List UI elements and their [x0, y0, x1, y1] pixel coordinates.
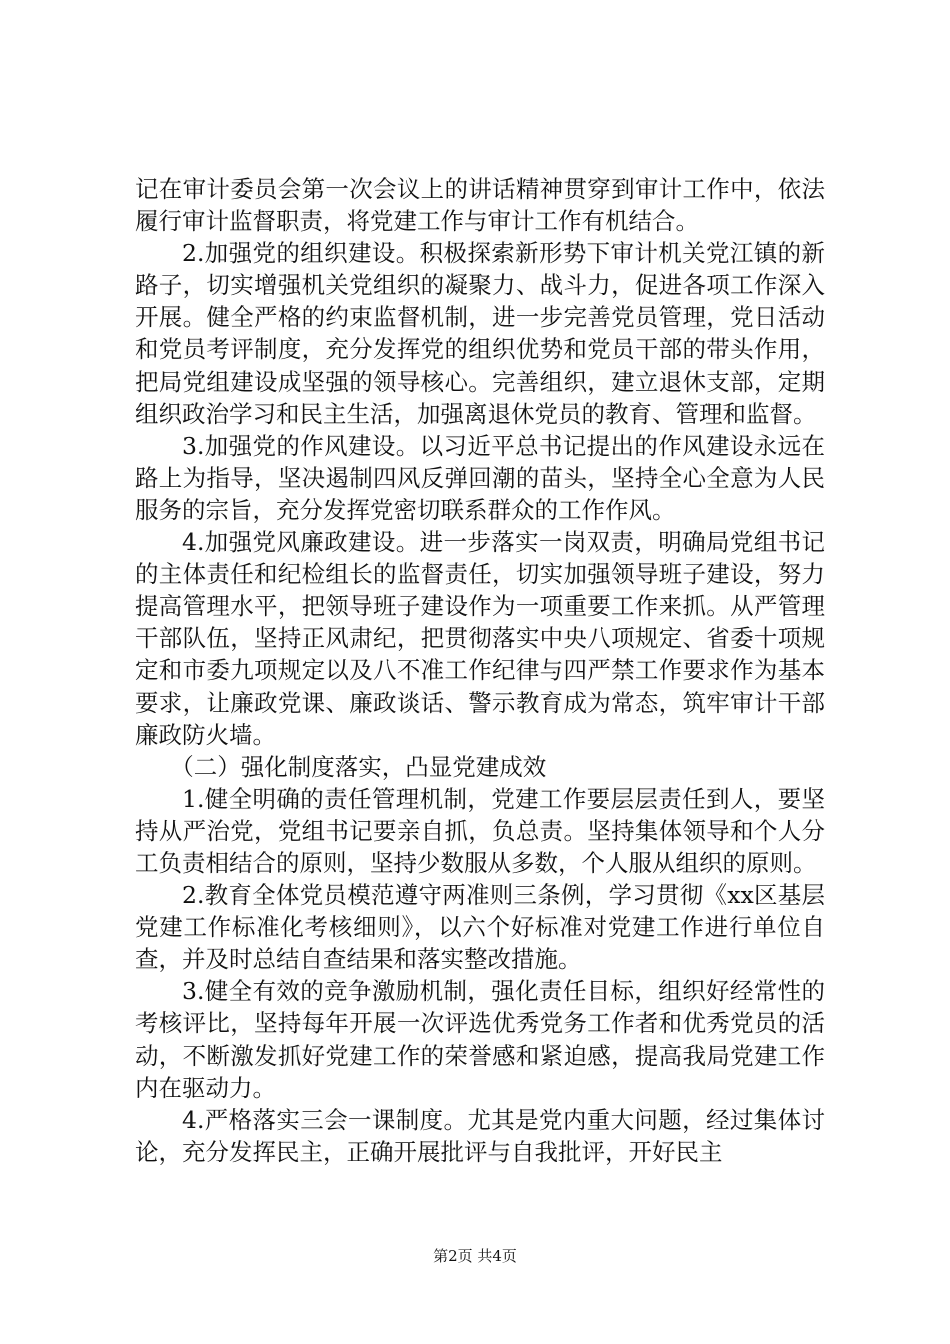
paragraph-education: 2.教育全体党员模范遵守两准则三条例，学习贯彻《xx区基层党建工作标准化考核细则》，以六个好标准对党建工作进行单位自查，并及时总结自查结果和落实整改措施。 [135, 881, 825, 974]
paragraph-work-style-building: 3.加强党的作风建设。以习近平总书记提出的作风建设永远在路上为指导，坚决遏制四风反弹回潮的苗头，坚持全心全意为人民服务的宗旨，充分发挥党密切联系群众的工作作风。 [135, 431, 825, 524]
paragraph-organization-building: 2.加强党的组织建设。积极探索新形势下审计机关党江镇的新路子，切实增强机关党组织的凝聚力、战斗力，促进各项工作深入开展。健全严格的约束监督机制，进一步完善党员管理，党日活动和党员考评制度，充分发挥党的组织优势和党员干部的带头作用，把局党组建设成坚强的领导核心。完善组织，建立退休支部，定期组织政治学习和民主生活，加强离退休党员的教育、管理和监督。 [135, 239, 825, 428]
paragraph-incentive-mechanism: 3.健全有效的竞争激励机制，强化责任目标，组织好经常性的考核评比，坚持每年开展一次评选优秀党务工作者和优秀党员的活动，不断激发抓好党建工作的荣誉感和紧迫感，提高我局党建工作内在驱动力。 [135, 977, 825, 1102]
paragraph-continuation: 记在审计委员会第一次会议上的讲话精神贯穿到审计工作中，依法履行审计监督职责，将党建工作与审计工作有机结合。 [135, 175, 825, 236]
paragraph-responsibility-mechanism: 1.健全明确的责任管理机制，党建工作要层层责任到人，要坚持从严治党，党组书记要亲自抓，负总责。坚持集体领导和个人分工负责相结合的原则，坚持少数服从多数，个人服从组织的原则。 [135, 784, 825, 877]
section-heading: （二）强化制度落实，凸显党建成效 [170, 752, 547, 781]
paragraph-three-meetings: 4.严格落实三会一课制度。尤其是党内重大问题，经过集体讨论，充分发挥民主，正确开展批评与自我批评，开好民主 [135, 1105, 825, 1166]
document-body [135, 173, 825, 1168]
page-number: 第2页 共4页 [433, 1247, 517, 1265]
paragraph-integrity-building: 4.加强党风廉政建设。进一步落实一岗双责，明确局党组书记的主体责任和纪检组长的监督责任，切实加强领导班子建设，努力提高管理水平，把领导班子建设作为一项重要工作来抓。从严管理干部队伍，坚持正风肃纪，把贯彻落实中央八项规定、省委十项规定和市委九项规定以及八不准工作纪律与四严禁工作要求作为基本要求，让廉政党课、廉政谈话、警示教育成为常态，筑牢审计干部廉政防火墙。 [135, 528, 825, 749]
